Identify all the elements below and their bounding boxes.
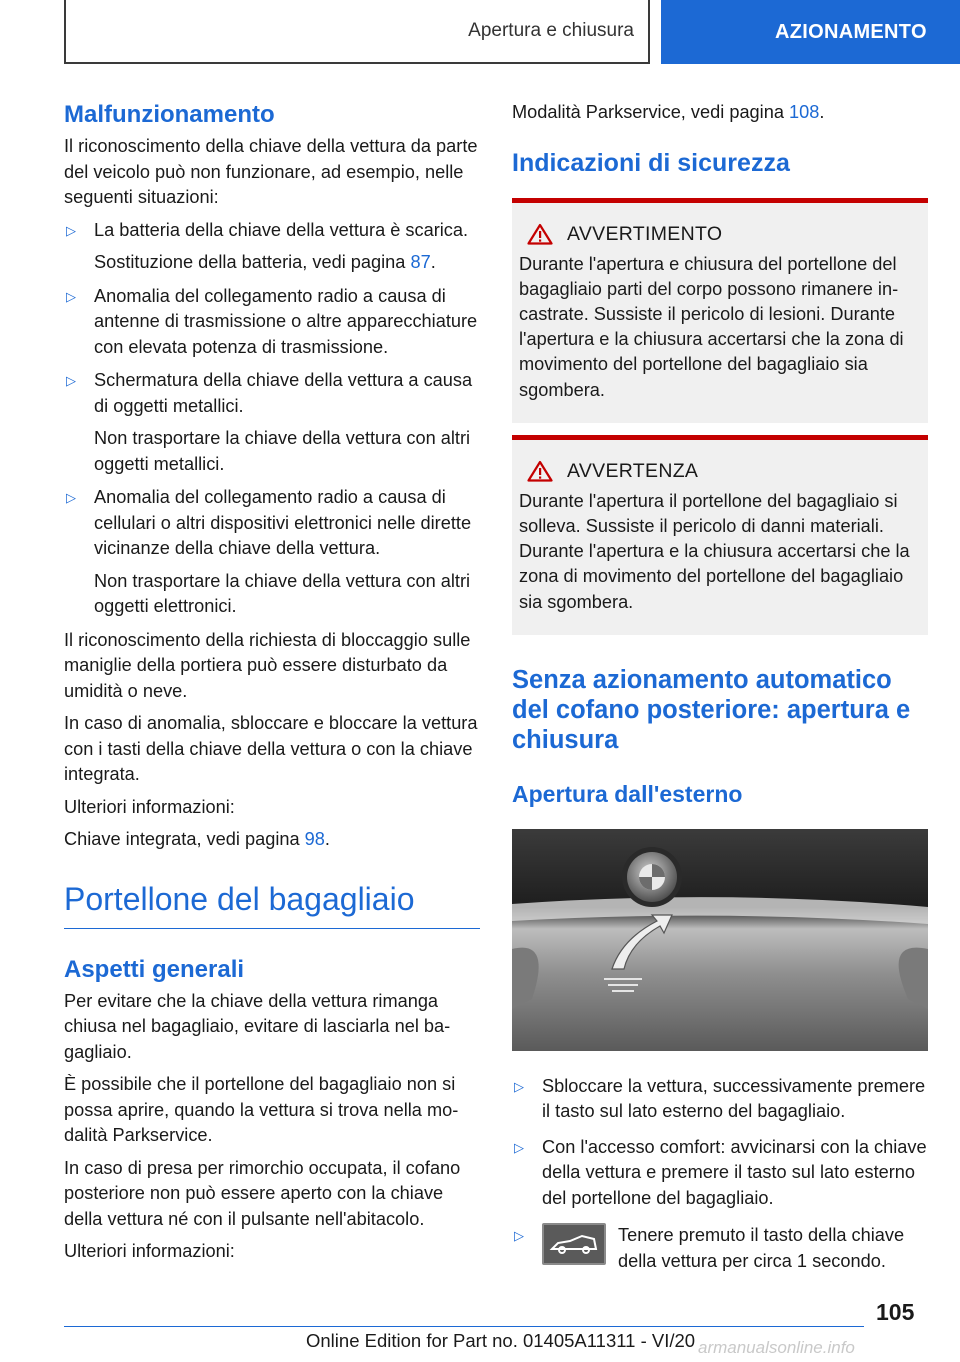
opening-steps-list [512, 1074, 928, 1275]
general-heading: Aspetti generali [64, 955, 245, 983]
warning-box [512, 198, 928, 423]
paragraph: Chiave integrata, vedi pagina 98. [64, 829, 330, 849]
bullet-triangle-icon: ▷ [66, 373, 76, 388]
watermark: armanualsonline.info [698, 1338, 855, 1357]
tailgate-button-illustration [512, 829, 928, 1051]
list-item: ▷ La batteria della chiave della vettura è scarica. Sostituzione della batteria, vedi pagina 87. [66, 219, 469, 272]
safety-heading: Indicazioni di sicurezza [512, 148, 790, 177]
list-item: ▷ Tenere premuto il tasto della chiave della vettura per circa 1 secondo. [514, 1225, 905, 1271]
paragraph: Modalità Parkservice, vedi pagina 108. [512, 102, 825, 122]
caution-box [512, 435, 928, 635]
page-number: 105 [876, 1299, 915, 1325]
malfunction-list [64, 218, 480, 620]
footer-edition: Online Edition for Part no. 01405A11311 - VI/20 [306, 1330, 696, 1351]
caution-text: Durante l'apertura il portellone del bagagliaio si solleva. Sussiste il pericolo di danni materiali. Durante l'apertura e la chiusura accertarsi che la zona di movimento del portellone del bagagliaio sia sgombera. [519, 490, 910, 612]
warning-triangle-icon [527, 223, 553, 245]
caution-title: AVVERTENZA [567, 459, 699, 482]
manual-tailgate-heading: Senza azionamento automatico del cofano posteriore: apertura e chiusura [512, 665, 911, 754]
bullet-triangle-icon: ▷ [514, 1228, 524, 1244]
list-item: ▷ Anomalia del collegamento radio a causa di antenne di trasmissione o altre apparecchiature con elevata potenza di trasmissione. [66, 285, 478, 357]
bullet-triangle-icon: ▷ [514, 1139, 524, 1155]
right-column [512, 100, 928, 1282]
paragraph: Ulteriori informazioni: [64, 796, 235, 817]
bullet-triangle-icon: ▷ [66, 222, 76, 238]
paragraph: In caso di presa per rimorchio occupata, il cofano posteriore non può essere aperto con la chiave della vettura né con il pulsante nell'abitacolo. [64, 1157, 461, 1229]
header-chapter-tab: AZIONAMENTO [661, 0, 960, 64]
left-column [64, 100, 480, 1272]
paragraph: Il riconoscimento della richiesta di bloccaggio sulle maniglie della portiera può essere disturbato da umidità o neve. [64, 629, 471, 701]
page-link-98[interactable]: 98 [304, 829, 325, 849]
header-section-title: Apertura e chiusura [64, 0, 650, 64]
list-item: ▷ Con l'accesso comfort: avvicinarsi con la chiave della vettura e premere il tasto sul lato esterno del portellone del bagagliaio. [514, 1136, 927, 1208]
malfunction-intro: Il riconoscimento della chiave della vettura da parte del veicolo può non funzionare, ad esempio, nelle seguenti situazioni: [64, 136, 478, 207]
warning-text: Durante l'apertura e chiusura del portellone del bagagliaio parti del corpo possono rimanere incastrate. Sussiste il pericolo di lesioni. Durante l'apertura e la chiusura accertarsi che la zona di movimento del portellone del bagagliaio sia sgombera. [519, 253, 904, 400]
page-link-87[interactable]: 87 [410, 252, 431, 272]
warning-triangle-icon [527, 460, 553, 482]
bullet-triangle-icon: ▷ [66, 490, 76, 505]
list-item: ▷ Schermatura della chiave della vettura a causa di oggetti metallici. Non trasportare la chiave della vettura con altri oggetti metallici. [66, 370, 473, 474]
warning-title: AVVERTIMENTO [567, 222, 723, 245]
paragraph: È possibile che il portellone del bagagliaio non si possa aprire, quando la vettura si trova nella modalità Parkservice. [64, 1074, 459, 1145]
tailgate-key-button-icon [542, 1223, 606, 1265]
malfunction-heading: Malfunzionamento [64, 101, 275, 128]
list-item: ▷ Anomalia del collegamento radio a causa di cellulari o altri dispositivi elettronici nelle dirette vicinanze della chiave della vettura. Non trasportare la chiave della vettura con altri oggetti elettronici. [66, 487, 472, 616]
paragraph: In caso di anomalia, sbloccare e bloccare la vettura con i tasti della chiave della vettura o con la chiave integrata. [64, 713, 478, 784]
bullet-triangle-icon: ▷ [66, 288, 76, 304]
outside-opening-heading: Apertura dall'esterno [512, 780, 743, 807]
tailgate-section-heading: Portellone del bagagliaio [64, 879, 480, 929]
paragraph: Ulteriori informazioni: [64, 1241, 235, 1261]
paragraph: Per evitare che la chiave della vettura rimanga chiusa nel bagagliaio, evitare di lasciarla nel bagagliaio. [64, 990, 451, 1062]
footer-divider [64, 1326, 864, 1327]
bullet-triangle-icon: ▷ [514, 1078, 524, 1094]
page-link-108[interactable]: 108 [789, 102, 820, 122]
list-item: ▷ Sbloccare la vettura, successivamente premere il tasto sul lato esterno del bagagliaio. [514, 1075, 926, 1122]
